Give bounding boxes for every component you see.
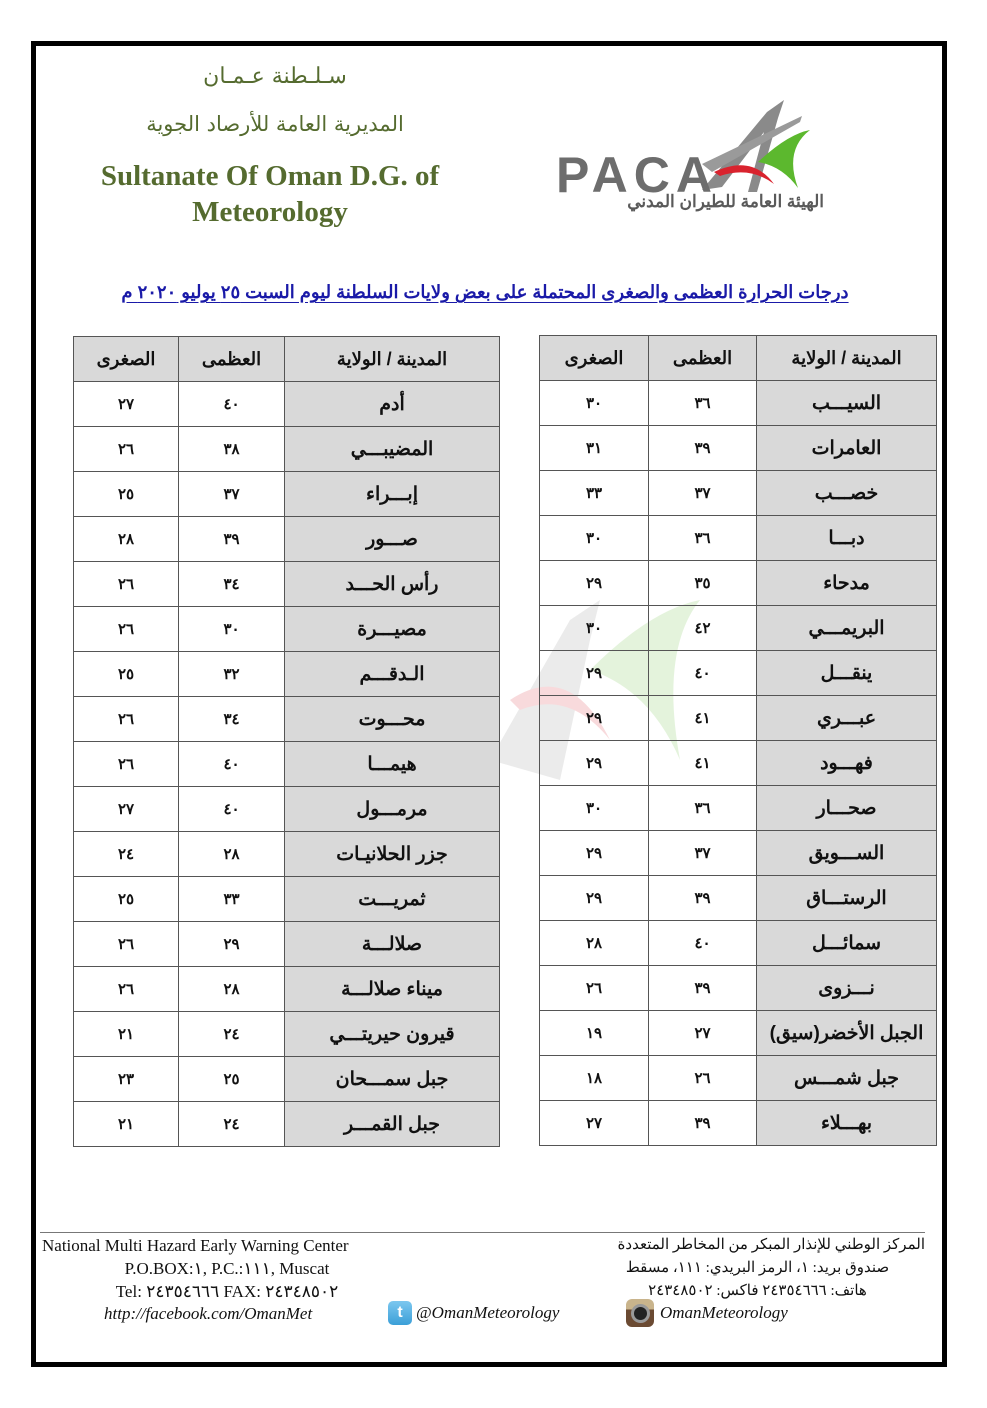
min-temp-cell: ٣٠ — [540, 381, 649, 426]
min-temp-cell: ٣٠ — [540, 516, 649, 561]
min-temp-cell: ٢٩ — [540, 696, 649, 741]
table-row — [74, 1102, 500, 1147]
min-temp-cell: ٢٤ — [74, 832, 179, 877]
city-cell: جبل القمـــر — [285, 1102, 500, 1147]
max-temp-cell: ٣٤ — [179, 697, 285, 742]
city-cell: المضيبـــي — [285, 427, 500, 472]
min-temp-cell: ٢٥ — [74, 652, 179, 697]
table-row — [540, 516, 937, 561]
table-row — [74, 652, 500, 697]
table-row — [540, 831, 937, 876]
column-header-city: المدينة / الولاية — [285, 337, 500, 382]
column-header-city: المدينة / الولاية — [757, 336, 937, 381]
phone-fax-english: Tel: ٢٤٣٥٤٦٦٦ FAX: ٢٤٣٤٨٥٠٢ — [115, 1282, 339, 1301]
min-temp-cell: ٢٨ — [540, 921, 649, 966]
min-temp-cell: ١٩ — [540, 1011, 649, 1056]
table-row — [74, 517, 500, 562]
max-temp-cell: ٢٤ — [179, 1012, 285, 1057]
min-temp-cell: ٣٣ — [540, 471, 649, 516]
min-temp-cell: ٢٥ — [74, 472, 179, 517]
max-temp-cell: ٣٢ — [179, 652, 285, 697]
min-temp-cell: ٢٣ — [74, 1057, 179, 1102]
min-temp-cell: ٣٠ — [540, 786, 649, 831]
table-row — [540, 876, 937, 921]
table-row — [74, 427, 500, 472]
city-cell: دبـــا — [757, 516, 937, 561]
facebook-url[interactable]: http://facebook.com/OmanMet — [104, 1304, 313, 1323]
table-row — [74, 832, 500, 877]
table-row — [74, 1057, 500, 1102]
city-cell: صحـــار — [757, 786, 937, 831]
min-temp-cell: ٢٦ — [74, 607, 179, 652]
city-cell: السيـــب — [757, 381, 937, 426]
column-header-min: الصغرى — [74, 337, 179, 382]
footer-contact-arabic — [590, 1234, 925, 1303]
city-cell: إبـــراء — [285, 472, 500, 517]
footer-divider — [40, 1232, 925, 1233]
max-temp-cell: ٤٠ — [179, 742, 285, 787]
postal-address-english: P.O.BOX:١, P.C.:١١١, Muscat — [124, 1259, 330, 1278]
city-cell: جبل شمـــس — [757, 1056, 937, 1101]
min-temp-cell: ٣٠ — [540, 606, 649, 651]
table-row — [74, 382, 500, 427]
directorate-name-arabic: المديرية العامة للأرصاد الجوية — [146, 112, 404, 136]
city-cell: سمائـــل — [757, 921, 937, 966]
min-temp-cell: ٢٩ — [540, 876, 649, 921]
min-temp-cell: ٢٦ — [74, 922, 179, 967]
max-temp-cell: ٣٥ — [649, 561, 757, 606]
logo-text: PACA — [556, 147, 718, 203]
min-temp-cell: ٢١ — [74, 1102, 179, 1147]
min-temp-cell: ٢٩ — [540, 561, 649, 606]
max-temp-cell: ٣٧ — [179, 472, 285, 517]
min-temp-cell: ٢٥ — [74, 877, 179, 922]
report-title: درجات الحرارة العظمى والصغرى المحتملة على بعض ولايات السلطنة ليوم السبت ٢٥ يوليو ٢٠٢٠ م — [121, 282, 849, 302]
max-temp-cell: ٢٨ — [179, 967, 285, 1012]
max-temp-cell: ٤٠ — [179, 787, 285, 832]
table-row — [74, 922, 500, 967]
min-temp-cell: ١٨ — [540, 1056, 649, 1101]
min-temp-cell: ٢٦ — [74, 427, 179, 472]
column-header-max: العظمى — [649, 336, 757, 381]
max-temp-cell: ٣٩ — [649, 426, 757, 471]
min-temp-cell: ٢٦ — [74, 697, 179, 742]
table-row — [540, 561, 937, 606]
table-row — [540, 651, 937, 696]
table-row — [540, 471, 937, 516]
city-cell: ثمريـــت — [285, 877, 500, 922]
max-temp-cell: ٣٨ — [179, 427, 285, 472]
table-row — [540, 696, 937, 741]
city-cell: البريمـــي — [757, 606, 937, 651]
max-temp-cell: ٣٤ — [179, 562, 285, 607]
table-header-row — [74, 337, 500, 382]
city-cell: صـــور — [285, 517, 500, 562]
max-temp-cell: ٣٦ — [649, 786, 757, 831]
max-temp-cell: ٣٩ — [179, 517, 285, 562]
max-temp-cell: ٣٩ — [649, 1101, 757, 1146]
table-row — [74, 472, 500, 517]
table-row — [74, 787, 500, 832]
table-row — [74, 742, 500, 787]
facebook-link[interactable] — [104, 1304, 312, 1324]
twitter-handle[interactable]: @OmanMeteorology — [416, 1303, 560, 1322]
max-temp-cell: ٣٦ — [649, 516, 757, 561]
city-cell: ميناء صلالـــة — [285, 967, 500, 1012]
city-cell: خصـــب — [757, 471, 937, 516]
center-name-english: National Multi Hazard Early Warning Center — [42, 1236, 349, 1255]
city-cell: هيمـــا — [285, 742, 500, 787]
table-row — [540, 381, 937, 426]
city-cell: العامرات — [757, 426, 937, 471]
table-row — [74, 967, 500, 1012]
org-name-arabic: سـلـطنة عـمـان — [203, 64, 347, 89]
max-temp-cell: ٤١ — [649, 696, 757, 741]
city-cell: قيرون حيريتـــي — [285, 1012, 500, 1057]
max-temp-cell: ٢٨ — [179, 832, 285, 877]
min-temp-cell: ٢٦ — [74, 967, 179, 1012]
max-temp-cell: ٢٦ — [649, 1056, 757, 1101]
max-temp-cell: ٣٩ — [649, 966, 757, 1011]
temperature-table-right — [539, 335, 937, 1146]
org-name-english: Sultanate Of Oman D.G. of Meteorology — [100, 160, 440, 228]
max-temp-cell: ٢٥ — [179, 1057, 285, 1102]
city-cell: الجبل الأخضر(سيق) — [757, 1011, 937, 1056]
max-temp-cell: ٢٩ — [179, 922, 285, 967]
max-temp-cell: ٤١ — [649, 741, 757, 786]
min-temp-cell: ٢٧ — [74, 382, 179, 427]
table-row — [540, 741, 937, 786]
logo-arabic-name: الهيئة العامة للطيران المدني — [627, 192, 824, 211]
table-row — [540, 921, 937, 966]
table-row — [74, 1012, 500, 1057]
max-temp-cell: ٤٠ — [649, 651, 757, 696]
footer-contact-english — [42, 1234, 412, 1303]
max-temp-cell: ٤٢ — [649, 606, 757, 651]
twitter-icon: t — [388, 1301, 412, 1325]
max-temp-cell: ٢٤ — [179, 1102, 285, 1147]
table-row — [74, 607, 500, 652]
table-row — [74, 562, 500, 607]
table-row — [540, 1011, 937, 1056]
city-cell: نـــزوى — [757, 966, 937, 1011]
max-temp-cell: ٣٦ — [649, 381, 757, 426]
min-temp-cell: ٢١ — [74, 1012, 179, 1057]
table-row — [540, 786, 937, 831]
city-cell: رأس الحـــد — [285, 562, 500, 607]
city-cell: مصيـــرة — [285, 607, 500, 652]
table-row — [540, 606, 937, 651]
postal-address-arabic: صندوق بريد: ١، الرمز البريدي: ١١١، مسقط — [625, 1260, 890, 1276]
temperature-table-left — [73, 336, 500, 1147]
table-row — [540, 966, 937, 1011]
max-temp-cell: ٣٧ — [649, 471, 757, 516]
table-row — [540, 426, 937, 471]
table-row — [74, 697, 500, 742]
column-header-max: العظمى — [179, 337, 285, 382]
city-cell: محـــوت — [285, 697, 500, 742]
max-temp-cell: ٢٧ — [649, 1011, 757, 1056]
city-cell: مدحاء — [757, 561, 937, 606]
min-temp-cell: ٢٦ — [540, 966, 649, 1011]
city-cell: جزر الحلانيـات — [285, 832, 500, 877]
max-temp-cell: ٣٧ — [649, 831, 757, 876]
min-temp-cell: ٢٦ — [74, 562, 179, 607]
min-temp-cell: ٢٨ — [74, 517, 179, 562]
min-temp-cell: ٣١ — [540, 426, 649, 471]
center-name-arabic: المركز الوطني للإنذار المبكر من المخاطر المتعددة — [617, 1237, 925, 1253]
min-temp-cell: ٢٧ — [74, 787, 179, 832]
max-temp-cell: ٤٠ — [649, 921, 757, 966]
phone-fax-arabic: هاتف: ٢٤٣٥٤٦٦٦ فاكس: ٢٤٣٤٨٥٠٢ — [648, 1283, 867, 1299]
min-temp-cell: ٢٦ — [74, 742, 179, 787]
table-row — [74, 877, 500, 922]
min-temp-cell: ٢٩ — [540, 651, 649, 696]
city-cell: الـدقـــم — [285, 652, 500, 697]
max-temp-cell: ٣٠ — [179, 607, 285, 652]
city-cell: عبـــري — [757, 696, 937, 741]
min-temp-cell: ٢٩ — [540, 831, 649, 876]
city-cell: ينقـــل — [757, 651, 937, 696]
min-temp-cell: ٢٩ — [540, 741, 649, 786]
city-cell: أدم — [285, 382, 500, 427]
city-cell: جبل سمـــحان — [285, 1057, 500, 1102]
max-temp-cell: ٣٩ — [649, 876, 757, 921]
column-header-min: الصغرى — [540, 336, 649, 381]
max-temp-cell: ٤٠ — [179, 382, 285, 427]
table-row — [540, 1056, 937, 1101]
min-temp-cell: ٢٧ — [540, 1101, 649, 1146]
table-header-row — [540, 336, 937, 381]
city-cell: صلالـــة — [285, 922, 500, 967]
city-cell: فهـــود — [757, 741, 937, 786]
instagram-link[interactable] — [626, 1299, 788, 1327]
table-row — [540, 1101, 937, 1146]
twitter-link[interactable] — [388, 1301, 559, 1325]
city-cell: بهـــلاء — [757, 1101, 937, 1146]
city-cell: الســـويق — [757, 831, 937, 876]
instagram-icon — [626, 1299, 654, 1327]
max-temp-cell: ٣٣ — [179, 877, 285, 922]
instagram-handle[interactable]: OmanMeteorology — [660, 1303, 788, 1322]
city-cell: الرستـــاق — [757, 876, 937, 921]
city-cell: مرمـــول — [285, 787, 500, 832]
